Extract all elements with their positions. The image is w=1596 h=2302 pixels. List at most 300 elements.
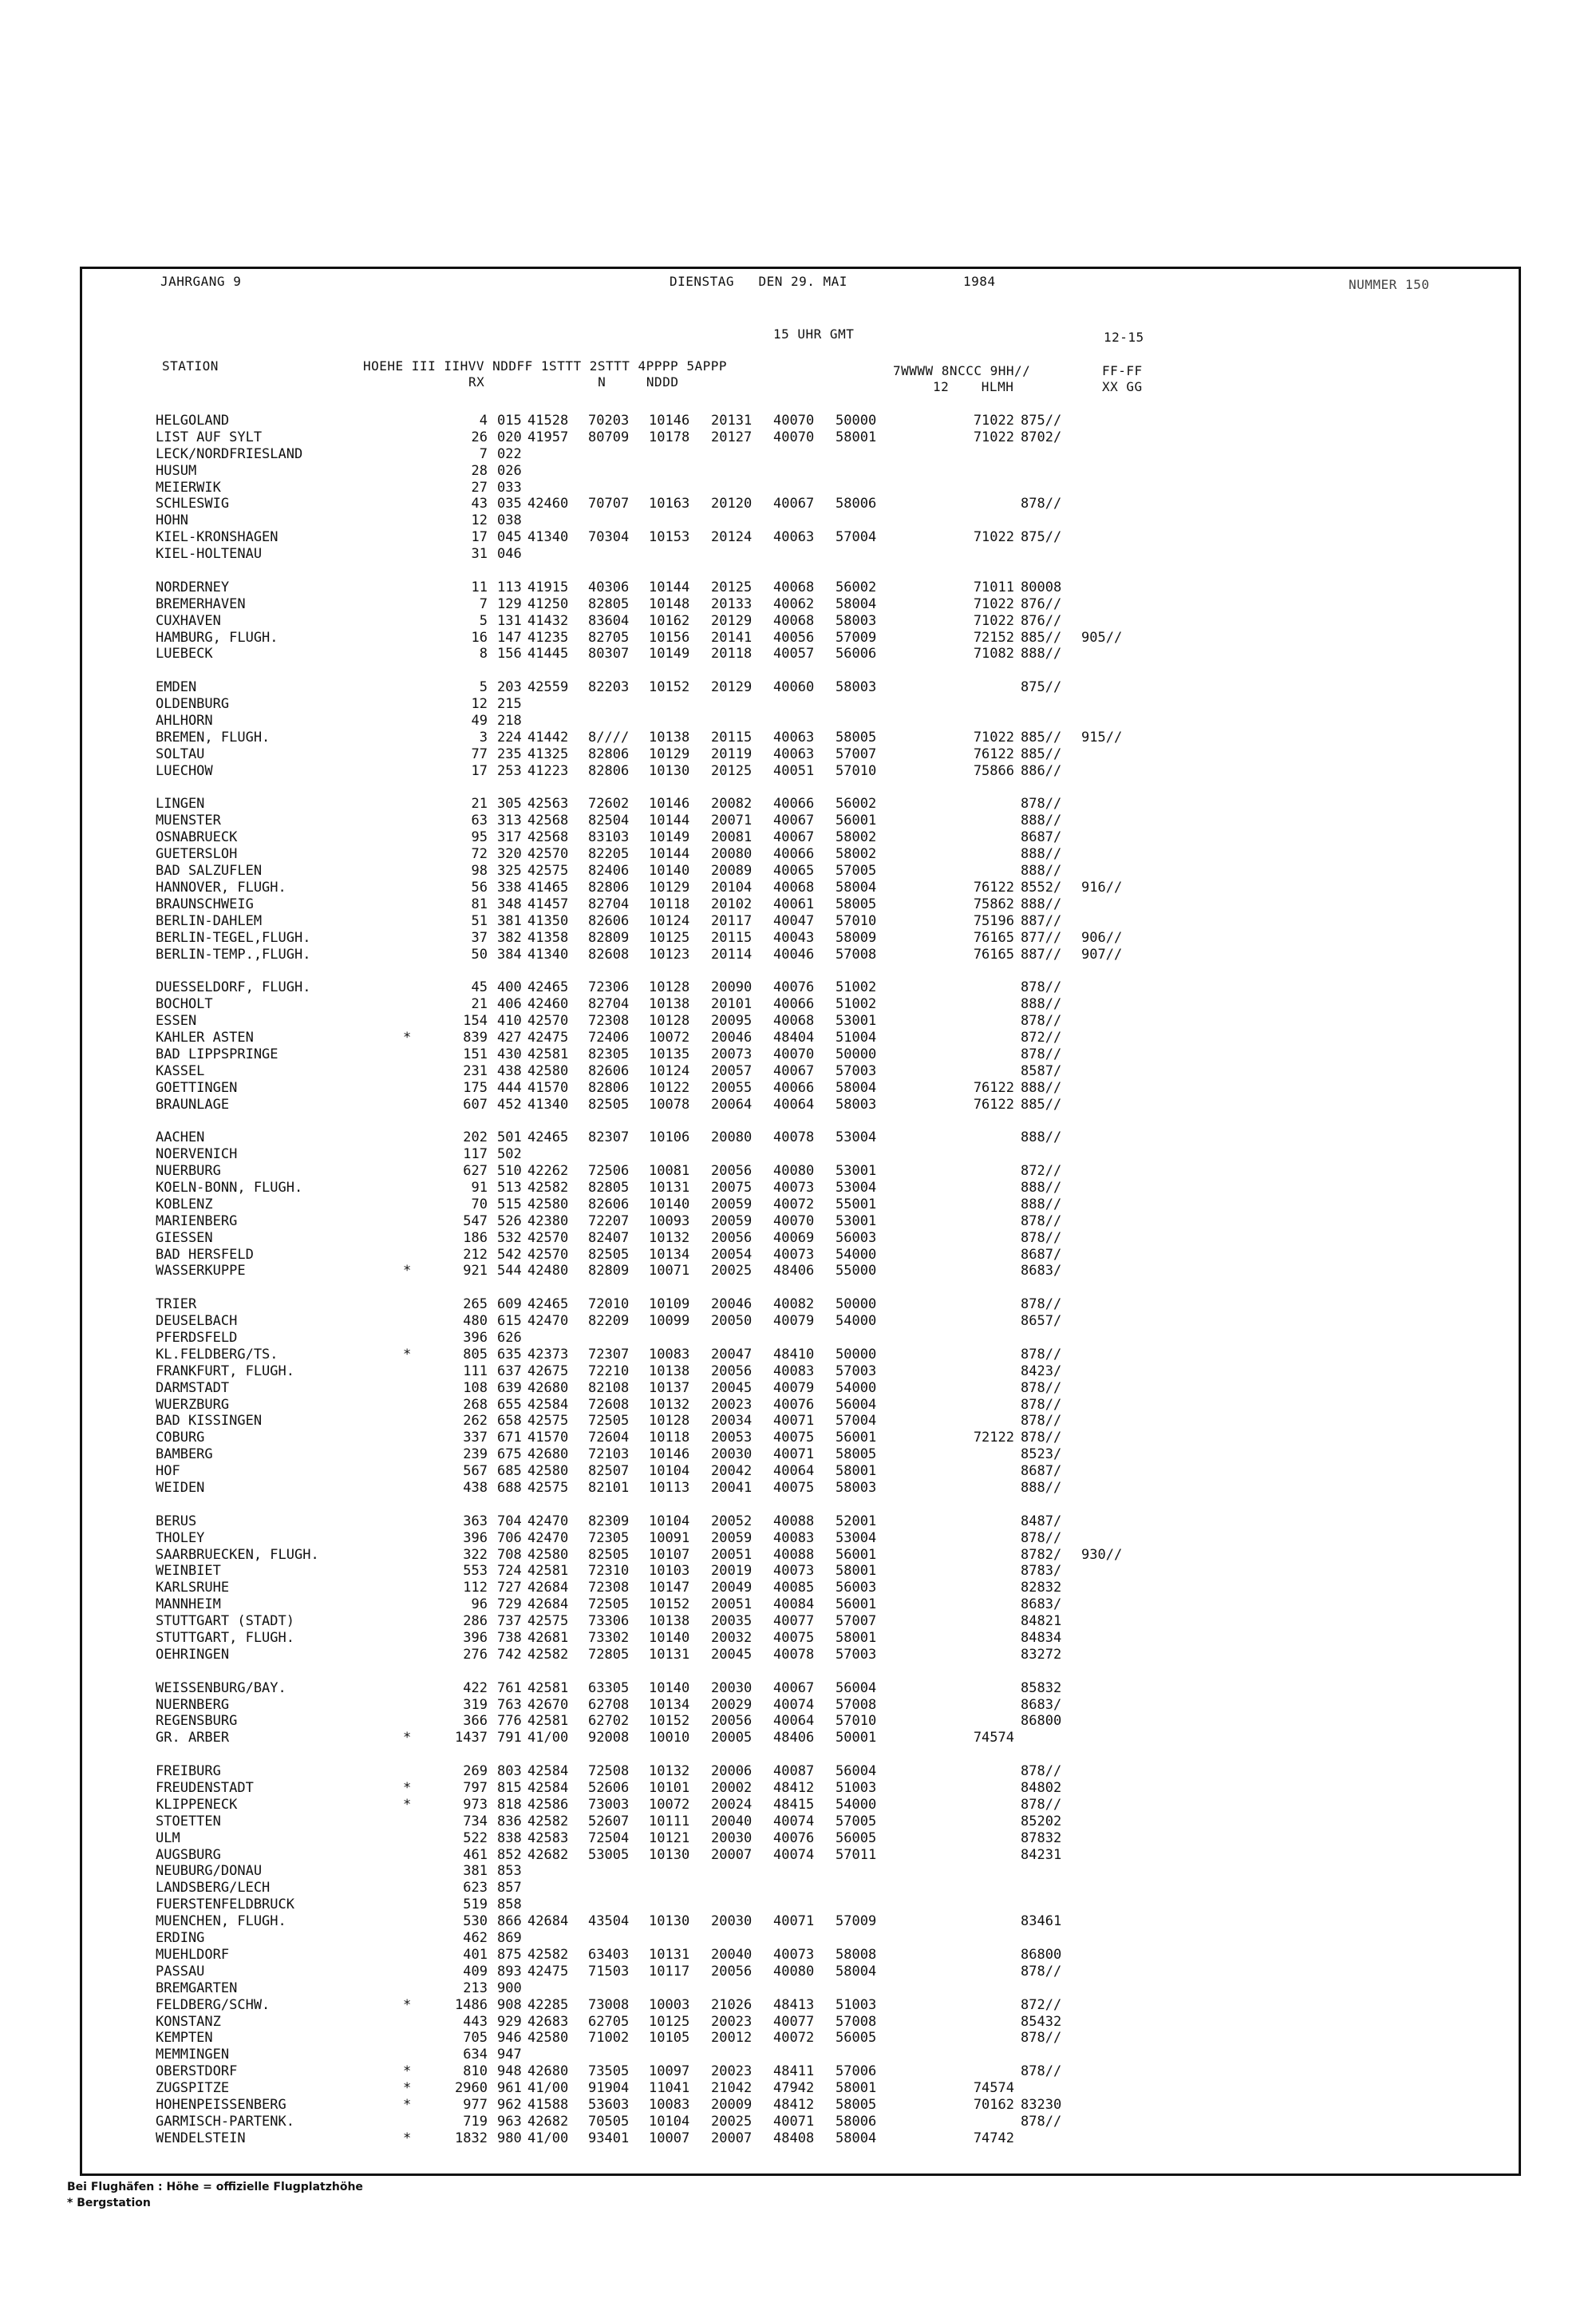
group-2sttt: 20002 (711, 1780, 753, 1797)
group-8nccc: 8687/ (1021, 1246, 1062, 1263)
group-ihvv: 42570 (527, 846, 569, 863)
station-id: 615 (497, 1313, 522, 1330)
group-ihvv: 42684 (527, 1580, 569, 1596)
group-4pppp: 40057 (773, 646, 815, 663)
group-nddff: 82806 (588, 879, 630, 896)
station-id: 637 (497, 1363, 522, 1379)
group-5appp: 57003 (836, 1363, 877, 1379)
group-7wwww: 71082 (973, 646, 1014, 663)
group-5appp: 54000 (836, 1796, 877, 1813)
group-5appp: 57010 (836, 762, 877, 779)
group-nddff: 62708 (588, 1696, 630, 1713)
station-height: 112 (463, 1580, 488, 1596)
group-5appp: 58003 (836, 1096, 877, 1113)
group-8nccc: 878// (1021, 1396, 1062, 1413)
station-id: 853 (497, 1863, 522, 1880)
mountain-marker: * (403, 1730, 412, 1746)
table-row (82, 1730, 1519, 1746)
station-id: 384 (497, 946, 522, 963)
table-row (82, 1880, 1519, 1897)
group-nddff: 72308 (588, 1580, 630, 1596)
table-row (82, 863, 1519, 880)
table-row (82, 1480, 1519, 1497)
group-nddff: 72508 (588, 1763, 630, 1780)
group-ihvv: 42580 (527, 1463, 569, 1480)
table-row (82, 763, 1519, 780)
group-1sttt: 10121 (649, 1829, 690, 1846)
table-row (82, 646, 1519, 663)
group-1sttt: 10146 (649, 796, 690, 813)
group-ihvv: 42460 (527, 996, 569, 1013)
group-nddff: 73302 (588, 1630, 630, 1647)
group-nddff: 71002 (588, 2030, 630, 2047)
group-1sttt: 10124 (649, 912, 690, 929)
station-height: 56 (471, 879, 488, 896)
station-id: 869 (497, 1930, 522, 1947)
group-1sttt: 10140 (649, 1630, 690, 1647)
group-1sttt: 10081 (649, 1163, 690, 1180)
station-id: 763 (497, 1696, 522, 1713)
group-nddff: 82407 (588, 1229, 630, 1246)
group-nddff: 82209 (588, 1313, 630, 1330)
station-height: 239 (463, 1446, 488, 1463)
table-row (82, 1847, 1519, 1864)
group-8nccc: 86800 (1021, 1713, 1062, 1730)
table-row (82, 463, 1519, 480)
station-id: 113 (497, 579, 522, 595)
station-name: NORDERNEY (156, 579, 230, 595)
station-name: AHLHORN (156, 713, 213, 730)
group-8nccc: 878// (1021, 1379, 1062, 1396)
station-height: 462 (463, 1930, 488, 1947)
station-name: HANNOVER, FLUGH. (156, 879, 286, 896)
group-8nccc: 877// (1021, 929, 1062, 946)
table-row (82, 1613, 1519, 1630)
station-height: 12 (471, 696, 488, 713)
group-1sttt: 10128 (649, 979, 690, 996)
group-2sttt: 20059 (711, 1196, 753, 1212)
group-8nccc: 878// (1021, 1413, 1062, 1430)
group-1sttt: 10122 (649, 1079, 690, 1096)
station-name: OEHRINGEN (156, 1646, 230, 1663)
station-id: 045 (497, 529, 522, 546)
group-1sttt: 10146 (649, 1446, 690, 1463)
group-2sttt: 20024 (711, 1796, 753, 1813)
station-name: SAARBRUECKEN, FLUGH. (156, 1546, 319, 1563)
group-1sttt: 10010 (649, 1730, 690, 1746)
station-id: 502 (497, 1146, 522, 1163)
group-4pppp: 40066 (773, 1079, 815, 1096)
station-id: 946 (497, 2030, 522, 2047)
group-5appp: 58004 (836, 879, 877, 896)
group-5appp: 57009 (836, 629, 877, 646)
group-2sttt: 20104 (711, 879, 753, 896)
group-nddff: 82705 (588, 629, 630, 646)
group-ihvv: 41/00 (527, 2130, 569, 2146)
station-name: EMDEN (156, 679, 197, 696)
station-name: THOLEY (156, 1529, 205, 1546)
station-id: 742 (497, 1646, 522, 1663)
group-7wwww: 71022 (973, 529, 1014, 546)
group-5appp: 53004 (836, 1129, 877, 1146)
group-4pppp: 40077 (773, 1613, 815, 1630)
station-id: 218 (497, 713, 522, 730)
group-2sttt: 20034 (711, 1413, 753, 1430)
group-8nccc: 885// (1021, 729, 1062, 746)
station-height: 381 (463, 1863, 488, 1880)
group-1sttt: 10104 (649, 1513, 690, 1529)
group-spacer (82, 1497, 1519, 1513)
group-ihvv: 42682 (527, 2113, 569, 2130)
issue-number: NUMMER 150 (1349, 277, 1430, 292)
station-name: BAD KISSINGEN (156, 1413, 263, 1430)
group-nddff: 82203 (588, 679, 630, 696)
station-id: 430 (497, 1046, 522, 1062)
station-id: 444 (497, 1079, 522, 1096)
group-7wwww: 76122 (973, 1079, 1014, 1096)
station-name: NOERVENICH (156, 1146, 238, 1163)
group-5appp: 57007 (836, 1613, 877, 1630)
station-id: 022 (497, 445, 522, 462)
group-2sttt: 20023 (711, 2013, 753, 2030)
group-8nccc: 85432 (1021, 2013, 1062, 2030)
group-4pppp: 40080 (773, 1163, 815, 1180)
group-nddff: 72306 (588, 979, 630, 996)
group-2sttt: 20047 (711, 1346, 753, 1363)
station-name: CUXHAVEN (156, 612, 221, 629)
group-5appp: 55000 (836, 1263, 877, 1280)
group-2sttt: 20041 (711, 1480, 753, 1496)
group-7wwww: 71022 (973, 413, 1014, 429)
group-ihvv: 41/00 (527, 2080, 569, 2097)
group-1sttt: 10104 (649, 2113, 690, 2130)
station-name: LUECHOW (156, 762, 213, 779)
group-nddff: 70203 (588, 413, 630, 429)
group-2sttt: 20056 (711, 1963, 753, 1980)
group-8nccc: 8687/ (1021, 1463, 1062, 1480)
group-8nccc: 83272 (1021, 1646, 1062, 1663)
station-height: 396 (463, 1329, 488, 1346)
group-8nccc: 888// (1021, 813, 1062, 829)
station-height: 634 (463, 2047, 488, 2063)
group-5appp: 57003 (836, 1062, 877, 1079)
group-2sttt: 20052 (711, 1513, 753, 1529)
group-8nccc: 878// (1021, 1229, 1062, 1246)
station-name: BERLIN-DAHLEM (156, 912, 263, 929)
station-name: KOBLENZ (156, 1196, 213, 1212)
group-5appp: 58004 (836, 1079, 877, 1096)
group-4pppp: 40073 (773, 1179, 815, 1196)
group-ihvv: 42470 (527, 1529, 569, 1546)
station-id: 900 (497, 1980, 522, 1996)
group-ihvv: 42475 (527, 1029, 569, 1046)
group-5appp: 58005 (836, 1446, 877, 1463)
table-row (82, 1413, 1519, 1430)
group-4pppp: 48406 (773, 1263, 815, 1280)
station-height: 973 (463, 1796, 488, 1813)
station-name: PASSAU (156, 1963, 205, 1980)
group-2sttt: 20040 (711, 1813, 753, 1829)
station-name: BREMEN, FLUGH. (156, 729, 271, 746)
table-row (82, 496, 1519, 512)
group-nddff: 82806 (588, 762, 630, 779)
group-1sttt: 10147 (649, 1580, 690, 1596)
group-nddff: 52606 (588, 1780, 630, 1797)
station-id: 704 (497, 1513, 522, 1529)
group-4pppp: 40075 (773, 1430, 815, 1446)
group-9hh: 907// (1081, 946, 1123, 963)
table-row (82, 1713, 1519, 1730)
group-ihvv: 42580 (527, 1062, 569, 1079)
group-5appp: 57006 (836, 2063, 877, 2080)
station-id: 410 (497, 1013, 522, 1030)
group-2sttt: 20056 (711, 1163, 753, 1180)
group-8nccc: 878// (1021, 2063, 1062, 2080)
table-row (82, 947, 1519, 963)
group-5appp: 58001 (836, 1563, 877, 1580)
station-height: 977 (463, 2096, 488, 2113)
station-name: FREUDENSTADT (156, 1780, 254, 1797)
station-name: WASSERKUPPE (156, 1263, 246, 1280)
station-name: LIST AUF SYLT (156, 429, 263, 445)
group-4pppp: 48410 (773, 1346, 815, 1363)
group-1sttt: 10124 (649, 1062, 690, 1079)
group-5appp: 56003 (836, 1229, 877, 1246)
group-nddff: 82205 (588, 846, 630, 863)
station-table (82, 413, 1519, 2147)
table-row (82, 1080, 1519, 1097)
station-name: BERLIN-TEGEL,FLUGH. (156, 929, 311, 946)
table-row (82, 1347, 1519, 1363)
group-nddff: 92008 (588, 1730, 630, 1746)
group-8nccc: 8683/ (1021, 1596, 1062, 1613)
station-height: 28 (471, 462, 488, 479)
station-id: 427 (497, 1029, 522, 1046)
group-4pppp: 40074 (773, 1696, 815, 1713)
station-id: 815 (497, 1780, 522, 1797)
group-5appp: 51002 (836, 996, 877, 1013)
group-1sttt: 10130 (649, 762, 690, 779)
table-row (82, 630, 1519, 647)
group-nddff: 72506 (588, 1163, 630, 1180)
group-8nccc: 888// (1021, 896, 1062, 912)
station-name: GUETERSLOH (156, 846, 238, 863)
group-5appp: 56001 (836, 1430, 877, 1446)
station-name: MUENCHEN, FLUGH. (156, 1913, 286, 1930)
group-7wwww: 76165 (973, 946, 1014, 963)
group-nddff: 73008 (588, 1996, 630, 2013)
group-8nccc: 875// (1021, 679, 1062, 696)
station-height: 409 (463, 1963, 488, 1980)
station-height: 805 (463, 1346, 488, 1363)
station-id: 708 (497, 1546, 522, 1563)
station-name: FELDBERG/SCHW. (156, 1996, 271, 2013)
group-1sttt: 10105 (649, 2030, 690, 2047)
group-4pppp: 40072 (773, 1196, 815, 1212)
group-8nccc: 8523/ (1021, 1446, 1062, 1463)
group-2sttt: 20129 (711, 612, 753, 629)
station-id: 688 (497, 1480, 522, 1496)
station-id: 038 (497, 512, 522, 529)
group-8nccc: 888// (1021, 863, 1062, 880)
group-1sttt: 10109 (649, 1296, 690, 1313)
group-ihvv: 42580 (527, 2030, 569, 2047)
group-8nccc: 878// (1021, 1346, 1062, 1363)
group-7wwww: 71022 (973, 612, 1014, 629)
table-row (82, 2030, 1519, 2047)
station-id: 791 (497, 1730, 522, 1746)
group-4pppp: 40067 (773, 829, 815, 846)
group-ihvv: 41340 (527, 529, 569, 546)
station-id: 325 (497, 863, 522, 880)
group-8nccc: 8783/ (1021, 1563, 1062, 1580)
station-id: 400 (497, 979, 522, 996)
station-height: 7 (479, 445, 488, 462)
group-5appp: 57009 (836, 1913, 877, 1930)
group-spacer (82, 1746, 1519, 1763)
station-height: 519 (463, 1897, 488, 1913)
table-row (82, 913, 1519, 930)
group-4pppp: 40075 (773, 1480, 815, 1496)
group-4pppp: 40074 (773, 1846, 815, 1863)
table-row (82, 1930, 1519, 1947)
table-row (82, 1647, 1519, 1663)
group-2sttt: 20090 (711, 979, 753, 996)
group-2sttt: 20042 (711, 1463, 753, 1480)
group-4pppp: 40070 (773, 1046, 815, 1062)
table-row (82, 1530, 1519, 1547)
station-height: 480 (463, 1313, 488, 1330)
group-ihvv: 42581 (527, 1679, 569, 1696)
station-height: 1832 (455, 2130, 488, 2146)
group-8nccc: 878// (1021, 1212, 1062, 1229)
station-name: ULM (156, 1829, 180, 1846)
group-2sttt: 20053 (711, 1430, 753, 1446)
station-id: 671 (497, 1430, 522, 1446)
group-ihvv: 42380 (527, 1212, 569, 1229)
station-height: 553 (463, 1563, 488, 1580)
year-label: 1984 (963, 274, 996, 289)
group-ihvv: 42480 (527, 1263, 569, 1280)
table-row (82, 1596, 1519, 1613)
group-1sttt: 10144 (649, 579, 690, 595)
right-column-subheader: 12 HLMH (933, 379, 1014, 394)
group-4pppp: 40084 (773, 1596, 815, 1613)
wind-column-header: FF-FF (1102, 363, 1143, 378)
station-height: 111 (463, 1363, 488, 1379)
group-2sttt: 20030 (711, 1679, 753, 1696)
group-2sttt: 20025 (711, 1263, 753, 1280)
group-1sttt: 10125 (649, 929, 690, 946)
station-id: 729 (497, 1596, 522, 1613)
group-ihvv: 42465 (527, 1296, 569, 1313)
station-id: 215 (497, 696, 522, 713)
group-5appp: 55001 (836, 1196, 877, 1212)
table-row (82, 713, 1519, 730)
group-nddff: 63305 (588, 1679, 630, 1696)
station-height: 49 (471, 713, 488, 730)
group-2sttt: 20114 (711, 946, 753, 963)
group-nddff: 82307 (588, 1129, 630, 1146)
table-row (82, 1463, 1519, 1480)
group-8nccc: 872// (1021, 1996, 1062, 2013)
station-name: BERUS (156, 1513, 197, 1529)
station-id: 033 (497, 479, 522, 496)
station-height: 11 (471, 579, 488, 595)
group-1sttt: 10130 (649, 1846, 690, 1863)
table-row (82, 429, 1519, 446)
station-id: 838 (497, 1829, 522, 1846)
table-row (82, 930, 1519, 947)
station-height: 530 (463, 1913, 488, 1930)
group-5appp: 58003 (836, 1480, 877, 1496)
group-ihvv: 41/00 (527, 1730, 569, 1746)
table-row (82, 1630, 1519, 1647)
group-8nccc: 8657/ (1021, 1313, 1062, 1330)
group-1sttt: 10134 (649, 1246, 690, 1263)
group-ihvv: 42582 (527, 1179, 569, 1196)
group-5appp: 58004 (836, 1963, 877, 1980)
group-7wwww: 76165 (973, 929, 1014, 946)
group-ihvv: 42465 (527, 979, 569, 996)
group-8nccc: 878// (1021, 1430, 1062, 1446)
group-7wwww: 71022 (973, 429, 1014, 445)
group-ihvv: 41350 (527, 912, 569, 929)
observation-time: 15 UHR GMT (773, 326, 855, 342)
group-8nccc: 887// (1021, 912, 1062, 929)
station-height: 797 (463, 1780, 488, 1797)
table-row (82, 2014, 1519, 2031)
group-ihvv: 41445 (527, 646, 569, 663)
station-height: 17 (471, 762, 488, 779)
group-nddff: 82108 (588, 1379, 630, 1396)
group-4pppp: 40061 (773, 896, 815, 912)
station-name: AUGSBURG (156, 1846, 221, 1863)
table-row (82, 1697, 1519, 1714)
group-4pppp: 40078 (773, 1646, 815, 1663)
group-ihvv: 42475 (527, 1963, 569, 1980)
group-1sttt: 10156 (649, 629, 690, 646)
station-name: REGENSBURG (156, 1713, 238, 1730)
group-5appp: 51003 (836, 1780, 877, 1797)
group-column-header: HOEHE III IIHVV NDDFF 1STTT 2STTT 4PPPP 5APPP (363, 358, 727, 374)
station-name: NEUBURG/DONAU (156, 1863, 263, 1880)
station-id: 026 (497, 462, 522, 479)
mountain-marker: * (403, 1346, 412, 1363)
group-9hh: 915// (1081, 729, 1123, 746)
group-nddff: 73306 (588, 1613, 630, 1630)
table-row (82, 1063, 1519, 1080)
group-5appp: 56002 (836, 579, 877, 595)
station-name: LUEBECK (156, 646, 213, 663)
station-id: 875 (497, 1946, 522, 1963)
station-name: KOELN-BONN, FLUGH. (156, 1179, 303, 1196)
group-4pppp: 40078 (773, 1129, 815, 1146)
table-row (82, 1547, 1519, 1564)
station-id: 046 (497, 546, 522, 563)
group-2sttt: 20057 (711, 1062, 753, 1079)
station-name: NUERBURG (156, 1163, 221, 1180)
station-name: PFERDSFELD (156, 1329, 238, 1346)
table-row (82, 1430, 1519, 1446)
group-nddff: 70707 (588, 496, 630, 512)
group-7wwww: 74574 (973, 2080, 1014, 2097)
group-2sttt: 20117 (711, 912, 753, 929)
station-id: 609 (497, 1296, 522, 1313)
group-7wwww: 72152 (973, 629, 1014, 646)
group-4pppp: 40051 (773, 762, 815, 779)
table-row (82, 730, 1519, 746)
